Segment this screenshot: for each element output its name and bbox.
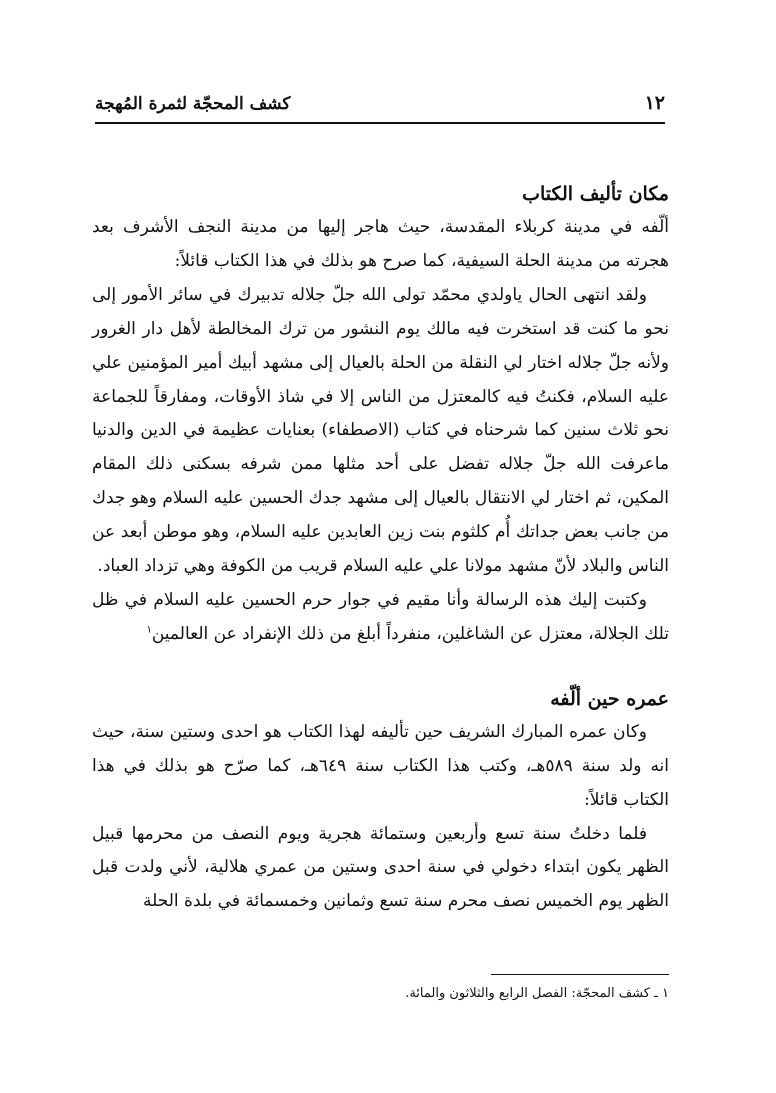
footnote: ١ ـ كشف المحجّة: الفصل الرابع والثلاثون والمائة. <box>405 986 669 1001</box>
section-heading-place: مكان تأليف الكتاب <box>522 183 669 205</box>
running-title: كشف المحجّة لثمرة المُهجة <box>95 94 291 114</box>
paragraph <box>92 584 669 652</box>
paragraph: ألّفه في مدينة كربلاء المقدسة، حيث هاجر إليها من مدينة النجف الأشرف بعد هجرته من مدينة الحلة السيفية، كما صرح هو بذلك في هذا الكتاب قائلاً: <box>92 217 669 271</box>
running-header <box>95 84 665 114</box>
page-number: ١٢ <box>644 92 665 114</box>
footnote-rule <box>491 974 669 975</box>
section-heading-age: عمره حين ألّفه <box>550 687 669 710</box>
section-gap <box>92 652 669 683</box>
paragraph: وكان عمره المبارك الشريف حين تأليفه لهذا الكتاب هو احدى وستين سنة، حيث انه ولد سنة ٥٨٩هـ، وكتب هذا الكتاب سنة ٦٤٩هـ، كما صرّح هو بذلك في هذا الكتاب قائلاً: <box>92 721 670 810</box>
paragraph-text: وكتبت إليك هذه الرسالة وأنا مقيم في جوار حرم الحسين عليه السلام في ظل تلك الجلالة، معتزل عن الشاغلين، منفرداً أبلغ من ذلك الإنفراد عن العالمين <box>92 589 669 644</box>
paragraph: فلما دخلتُ سنة تسع وأربعين وستمائة هجرية ويوم النصف من محرمها قبيل الظهر يكون ابتداء دخولي في سنة احدى وستين من عمري هلالية، لأني ولدت قبل الظهر يوم الخميس نصف محرم سنة تسع وثمانين وخمسمائة في بلدة الحلة <box>92 823 669 912</box>
page-body <box>92 178 669 919</box>
paragraph: ولقد انتهى الحال ياولدي محمّد تولى الله جلّ جلاله تدبيرك في سائر الأمور إلى نحو ما كنت قد استخرت فيه مالك يوم النشور من ترك المخالطة لأهل دار الغرور ولأنه جلّ جلاله اختار لي النقلة من الحلة بالعيال إلى مشهد أبيك أمير المؤمنين علي عليه السلام، فكنتُ فيه كالمعتزل من الناس إلا في شاذ الأوقات، ومفارقاً للجماعة نحو ثلاث سنين كما شرحناه في كتاب (الاصطفاء) بعنايات عظيمة في الدين والدنيا ماعرفت الله جلّ جلاله تفضل على أحد مثلها ممن شرفه بسكنى ذلك المقام المكين، ثم اختار لي الانتقال بالعيال إلى مشهد جدك الحسين عليه السلام وهو جدك من جانب بعض جداتك أُم كلثوم بنت زين العابدين عليه السلام، وهو موطن أبعد عن الناس والبلاد لأنّ مشهد مولانا علي عليه السلام قريب من الكوفة وهي تزداد العباد. <box>92 284 669 577</box>
footnote-marker: ١ <box>146 624 152 636</box>
header-rule <box>95 122 665 124</box>
